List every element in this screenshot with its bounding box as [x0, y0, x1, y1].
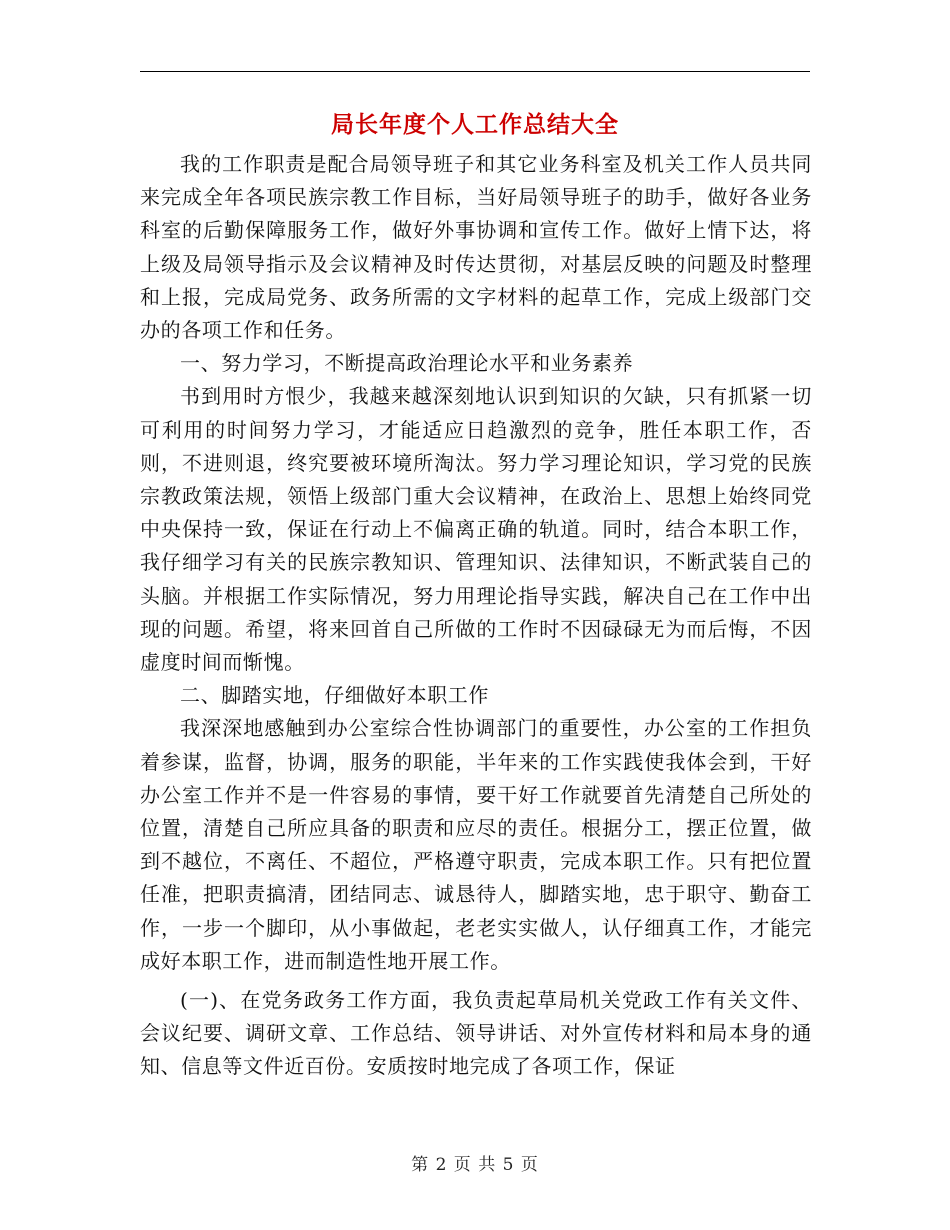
document-title: 局长年度个人工作总结大全: [331, 111, 619, 138]
paragraph-intro: 我的工作职责是配合局领导班子和其它业务科室及机关工作人员共同来完成全年各项民族宗教工作目标，当好局领导班子的助手，做好各业务科室的后勤保障服务工作，做好外事协调和宣传工作。做好上情下达，将上级及局领导指示及会议精神及时传达贯彻，对基层反映的问题及时整理和上报，完成局党务、政务所需的文字材料的起草工作，完成上级部门交办的各项工作和任务。: [140, 152, 812, 343]
section-heading-2: 二、脚踏实地，仔细做好本职工作: [180, 683, 489, 708]
page-number-footer: 第 2 页 共 5 页: [411, 1155, 539, 1175]
paragraph-study: 书到用时方恨少，我越来越深刻地认识到知识的欠缺，只有抓紧一切可利用的时间努力学习，才能适应日趋激烈的竞争，胜任本职工作，否则，不进则退，终究要被环境所淘汰。努力学习理论知识，学习党的民族宗教政策法规，领悟上级部门重大会议精神，在政治上、思想上始终同党中央保持一致，保证在行动上不偏离正确的轨道。同时，结合本职工作，我仔细学习有关的民族宗教知识、管理知识、法律知识，不断武装自己的头脑。并根据工作实际情况，努力用理论指导实践，解决自己在工作中出现的问题。希望，将来回首自己所做的工作时不因碌碌无为而后悔，不因虚度时间而惭愧。: [140, 384, 812, 675]
document-body: [140, 148, 812, 1084]
section-heading-1: 一、努力学习，不断提高政治理论水平和业务素养: [180, 351, 634, 376]
paragraph-party-affairs: (一)、在党务政务工作方面，我负责起草局机关党政工作有关文件、会议纪要、调研文章、工作总结、领导讲话、对外宣传材料和局本身的通知、信息等文件近百份。安质按时地完成了各项工作，保证: [140, 988, 812, 1079]
header-rule: [140, 71, 810, 72]
paragraph-duty: 我深深地感触到办公室综合性协调部门的重要性，办公室的工作担负着参谋，监督，协调，服务的职能，半年来的工作实践使我体会到，干好办公室工作并不是一件容易的事情，要干好工作就要首先清楚自己所处的位置，清楚自己所应具备的职责和应尽的责任。根据分工，摆正位置，做到不越位，不离任、不超位，严格遵守职责，完成本职工作。只有把位置任准，把职责搞清，团结同志、诚恳待人，脚踏实地，忠于职守、勤奋工作，一步一个脚印，从小事做起，老老实实做人，认仔细真工作，才能完成好本职工作，进而制造性地开展工作。: [140, 716, 812, 973]
